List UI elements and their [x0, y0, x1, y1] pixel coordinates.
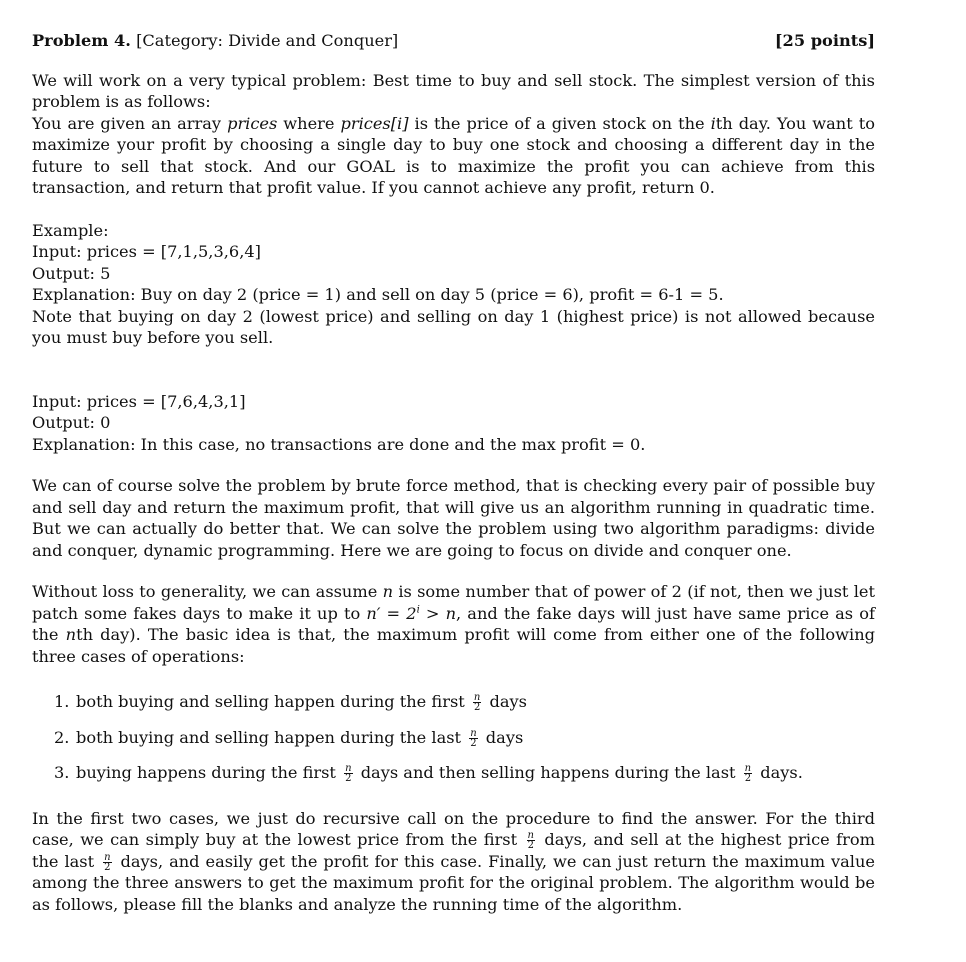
- example-1-note: Note that buying on day 2 (lowest price) and selling on day 1 (highest price) is not allowed because you must buy before you sell.: [32, 306, 875, 347]
- case-item-3: 3. buying happens during the first $\frac{n}{2}$ days and then selling happens during the last $\frac{n}{2}$ days.: [54, 763, 803, 784]
- case-item-1: 1. both buying and selling happen during the first $\frac{n}{2}$ days: [54, 692, 527, 713]
- example-1-input: Input: prices = [7,1,5,3,6,4]: [32, 242, 261, 261]
- fraction-n-over-2: $\frac{n}{2}$: [527, 830, 534, 851]
- problem-points: [25 points]: [774, 31, 875, 50]
- example-2: [32, 391, 875, 456]
- example-2-output: Output: 0: [32, 413, 111, 432]
- fraction-n-over-2: $\frac{n}{2}$: [345, 763, 352, 784]
- assumption-paragraph: Without loss to generality, we can assume n is some number that of power of 2 (if not, then we just let patch some fakes days to make it up to $n' = 2^i > n$, and the fake days will just have same price as of the nth day). The basic idea is that, the maximum profit will come from either one of the following three cases of operations:: [32, 582, 875, 666]
- example-1-output: Output: 5: [32, 263, 111, 283]
- fraction-n-over-2: $\frac{n}{2}$: [104, 851, 111, 873]
- intro-paragraph: We will work on a very typical problem: Best time to buy and sell stock. The simplest version of this problem is as follows:: [32, 70, 875, 111]
- case-item-2: 2. both buying and selling happen during the last $\frac{n}{2}$ days: [54, 727, 524, 749]
- problem-header: [32, 30, 875, 52]
- problem-label: Problem 4.: [32, 31, 131, 50]
- cases-list: [32, 691, 875, 784]
- problem-category: [Category: Divide and Conquer]: [136, 31, 399, 50]
- example-title: Example:: [32, 220, 109, 240]
- example-1-explanation: Explanation: Buy on day 2 (price = 1) and sell on day 5 (price = 6), profit = 6-1 = 5.: [32, 285, 724, 304]
- problem-statement: You are given an array prices where prices[i] is the price of a given stock on the ith day. You want to maximize your profit by choosing a single day to buy one stock and choosing a different day in the future to sell that stock. And our GOAL is to maximize the profit you can achieve from this transaction, and return that profit value. If you cannot achieve any profit, return 0.: [32, 113, 875, 197]
- fraction-n-over-2: $\frac{n}{2}$: [470, 727, 477, 749]
- fraction-n-over-2: $\frac{n}{2}$: [744, 763, 752, 784]
- brute-force-paragraph: We can of course solve the problem by brute force method, that is checking every pair of possible buy and sell day and return the maximum profit, that will give us an algorithm running in quadratic time. But we can actually do better that. We can solve the problem using two algorithm paradigms: divide and conquer, dynamic programming. Here we are going to focus on divide and conquer one.: [32, 476, 875, 560]
- example-2-explanation: Explanation: In this case, no transactions are done and the max profit = 0.: [32, 434, 646, 454]
- example-1: [32, 220, 875, 349]
- closing-paragraph: In the first two cases, we just do recursive call on the procedure to find the answer. For the third case, we can simply buy at the lowest price from the first $\frac{n}{2}$ days, and sell at the highest price from the last $\frac{n}{2}$ days, and easily get the profit for this case. Finally, we can just return the maximum value among the three answers to get the maximum profit for the original problem. The algorithm would be as follows, please fill the blanks and analyze the running time of the algorithm.: [32, 808, 876, 914]
- example-2-input: Input: prices = [7,6,4,3,1]: [32, 391, 246, 411]
- fraction-n-over-2: $\frac{n}{2}$: [473, 692, 481, 713]
- problem-title: [32, 30, 398, 52]
